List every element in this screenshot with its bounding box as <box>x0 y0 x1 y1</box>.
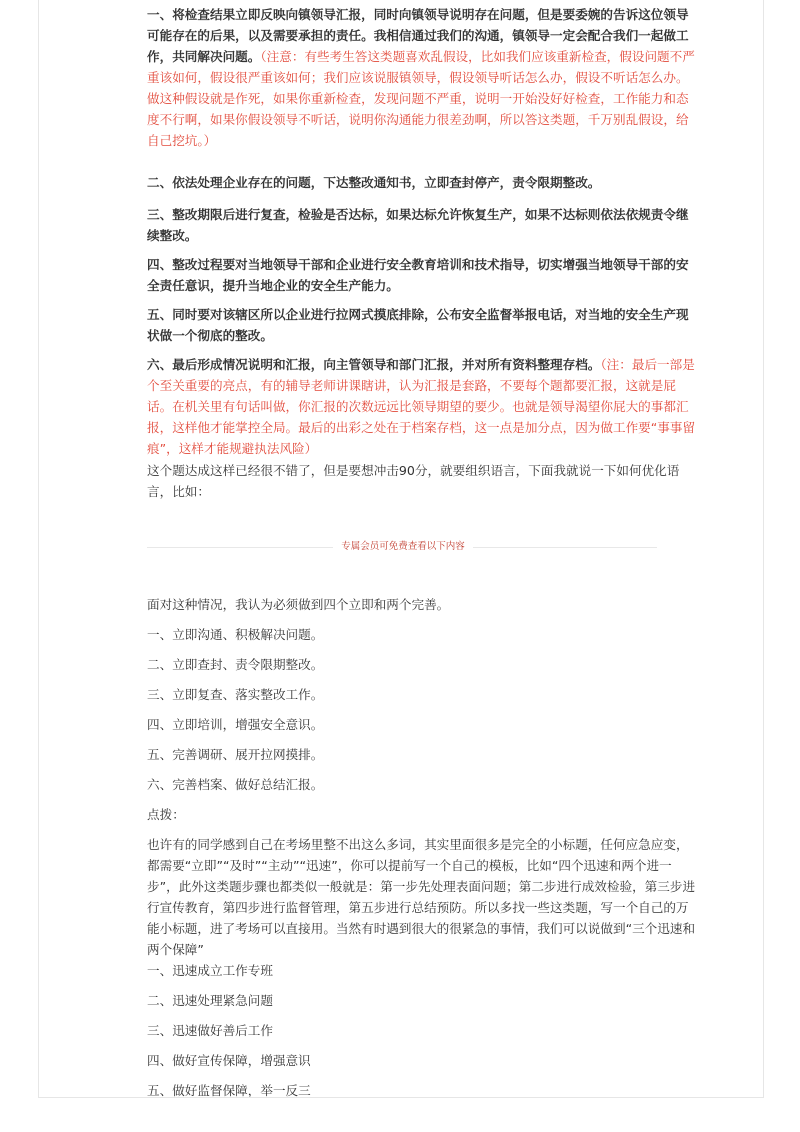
intro-text: 面对这种情况，我认为必须做到四个立即和两个完善。 <box>147 597 450 612</box>
step-four: 四、整改过程要对当地领导干部和企业进行安全教育培训和技术指导，切实增强当地领导干部的安全责任意识，提升当地企业的安全生产能力。 <box>147 257 689 293</box>
step-six-paragraph <box>147 354 697 459</box>
list-b-item: 四、做好宣传保障，增强意识 <box>147 1053 311 1068</box>
list-a-item: 一、立即沟通、积极解决问题。 <box>147 627 324 642</box>
list-a-item: 五、完善调研、展开拉网摸排。 <box>147 747 324 762</box>
list-a-item: 四、立即培训，增强安全意识。 <box>147 717 324 732</box>
divider-line-left <box>147 547 333 548</box>
step-three: 三、整改期限后进行复查，检验是否达标，如果达标允许恢复生产，如果不达标则依法依规责令继续整改。 <box>147 207 689 243</box>
step-one-note: （注意：有些考生答这类题喜欢乱假设，比如我们应该重新检查，假设问题不严重该如何，假设很严重该如何；我们应该说服镇领导，假设领导听话怎么办，假设不听话怎么办。做这种假设就是作死，如果你重新检查，发现问题不严重，说明一开始没好好检查，工作能力和态度不行啊，如果你假设领导不听话，说明你沟通能力很差劲啊，所以答这类题，千万别乱假设，给自己挖坑。） <box>147 49 695 148</box>
article-card <box>38 0 764 1098</box>
list-b-item: 一、迅速成立工作专班 <box>147 963 273 978</box>
tip-label: 点拨： <box>147 807 185 822</box>
list-b-item: 三、迅速做好善后工作 <box>147 1023 273 1038</box>
step-six-note: （注：最后一部是个至关重要的亮点，有的辅导老师讲课瞎讲，认为汇报是套路，不要每个题都要汇报，这就是屁话。在机关里有句话叫做，你汇报的次数远远比领导期望的要少。也就是领导渴望你屁大的事都汇报，这样他才能掌控全局。最后的出彩之处在于档案存档，这一点是加分点，因为做工作要“事事留痕”，这样才能规避执法风险） <box>147 357 696 456</box>
summary-text: 这个题达成这样已经很不错了，但是要想冲击90分，就要组织语言，下面我就说一下如何优化语言，比如： <box>147 463 680 499</box>
list-a-item: 二、立即查封、责令限期整改。 <box>147 657 324 672</box>
divider-line-right <box>473 547 657 548</box>
step-six-bold: 六、最后形成情况说明和汇报，向主管领导和部门汇报，并对所有资料整理存档。 <box>147 357 601 372</box>
step-five: 五、同时要对该辖区所以企业进行拉网式摸底排除，公布安全监督举报电话，对当地的安全生产现状做一个彻底的整改。 <box>147 307 689 343</box>
step-two: 二、依法处理企业存在的问题，下达整改通知书，立即查封停产，责令限期整改。 <box>147 175 601 190</box>
list-b-item: 二、迅速处理紧急问题 <box>147 993 273 1008</box>
list-b-item: 五、做好监督保障，举一反三 <box>147 1083 311 1098</box>
step-one-bold-text: 领导可能存在的后果，以及需要承担的责任。我相信通过我们的沟通，镇领导一定会配合我们一起做工作，共同解决问题。 <box>147 7 689 64</box>
member-divider <box>147 537 657 557</box>
step-one-paragraph <box>147 4 697 151</box>
list-a-item: 三、立即复查、落实整改工作。 <box>147 687 324 702</box>
step-one-bold-line: 一、将检查结果立即反映向镇领导汇报，同时向镇领导说明存在问题，但是要委婉的告诉这位 <box>147 7 664 22</box>
list-a-item: 六、完善档案、做好总结汇报。 <box>147 777 324 792</box>
tip-body: 也许有的同学感到自己在考场里整不出这么多词，其实里面很多是完全的小标题，任何应急应变，都需要“立即”“及时”“主动”“迅速”，你可以提前写一个自己的模板，比如“四个迅速和两个进一步”，此外这类题步骤也都类似一般就是：第一步先处理表面问题；第二步进行成效检验，第三步进行宣传教育，第四步进行监督管理，第五步进行总结预防。所以多找一些这类题，写一个自己的万能小标题，进了考场可以直接用。当然有时遇到很大的很紧急的事情，我们可以说做到“三个迅速和两个保障” <box>147 837 696 957</box>
member-only-label: 专属会员可免费查看以下内容 <box>341 541 465 552</box>
